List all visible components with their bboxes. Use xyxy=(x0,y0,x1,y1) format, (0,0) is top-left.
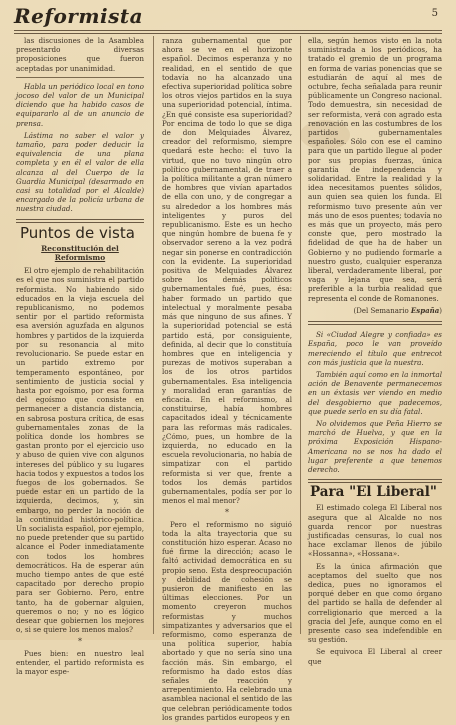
paragraph: ranza gubernamental que por ahora se ve en el horizonte español. Decimos esperanza y no realidad, en el sentido de que todavía no ha alcanzado una efectiva superioridad política sobre los otros viejos partidos en la suya una superioridad potencial, íntima. ¿En qué consiste esa superioridad? Por encima de todo lo que se diga de don Melquiades Álvarez, creador del reformismo, siempre quedará este hecho: el tuvo la virtud, que no tuvo ningún otro político gubernamental, de traer a la política militante a gran número de hombres que vivían apartados de ella con uno, y de congregar a su alrededor a los hombres más inteligentes y puros del republicanismo. Este es un hecho que ningún hombre de buena fe y observador sereno a la vez podrá negar sin ponerse en contradicción con la evidente. La superioridad positiva de Melquiades Álvarez sobre los demás políticos gubernamentales fué, pues, ésa: haber formado un partido que intelectual y moralmente pesaba más que ninguno de sus afines. Y la superioridad potencial se está partido está, por consiguiente, definida, al decir que lo constituía hombres que en inteligencia y purezas de motivos superaban a los de los otros partidos gubernamentales. Esa inteligencia y moralidad eran garantías de eficacia. En el reformismo, al constituirse, había hombres capacitados ideal y técnicamente para las reformas más radicales. ¿Cómo, pues, un hombre de la izquierda, no educado en la escuela revolucionaria, no había de simpatizar con el partido reformista si ver que, frente a todos los demás partidos gubernamentales, podía ser por lo menos el mal menor? xyxy=(162,36,292,506)
source-name: España xyxy=(410,305,440,315)
column-divider xyxy=(153,36,154,634)
paragraph: También aquí como en la inmortal ación de Benavente permanecemos en un éxtasis ver viendo en medio del desgobierno que padecemos, que puede serlo en su día fatal. xyxy=(308,369,442,416)
double-divider xyxy=(308,479,442,483)
column-3 xyxy=(308,36,442,669)
paragraph: Si «Ciudad Alegre y confiada» es España, poco le van proveído mereciendo el título que entrecot con más justicia que la nuestra. xyxy=(308,330,442,367)
column-1 xyxy=(16,36,144,679)
masthead-bar xyxy=(14,4,442,30)
divider xyxy=(16,77,144,78)
source-suffix: ) xyxy=(439,306,442,315)
paragraph: ella, según hemos visto en la nota suministrada a los periódicos, ha tratado el gremio de un programa en forma de varias ponencias que se estudiarán de aquí al mes de octubre, fecha señalada para reunir públicamente un Congreso nacional. Todo demuestra, sin necesidad de ser reformista, verá con agrado esta renovación en las costumbres de los partidos gubernamentales españoles. Sólo con ese el camino para que un partido llegue al poder por sus propias fuerzas, única garantía de independencia y solidaridad. Entre la realidad y la idea necesitamos puentes sólidos, aun quien sea quien los funda. El reformismo tuvo presente aún ver más uno de esos puentes; todavía no es más que un proyecto, más pero conste que, pero mostrado la fidelidad de que ha de haber un Gobierno y no pudiendo formarle a nuestro gusto, cualquier esperanza liberal, verdaderamente liberal, por vaga y lejana que sea, será preferible a la turbia realidad que representa el conde de Romanones. xyxy=(308,36,442,303)
article-subhead: Reconstitución del Reformismo xyxy=(41,243,119,263)
article-title: Para "El Liberal" xyxy=(310,484,437,501)
paragraph: Pero el reformismo no siguió toda la alta trayectoria que su constitución hizo esperar. Acaso no fué firme la dirección; acaso le faltó actividad democrática en su propio seno. Esta despreocupación y debilidad de cohesión se pusieron de manifiesto en las últimas elecciones. Por un momento creyeron muchos reformistas y muchos simpatizantes y adversarios que el reformismo, como esperanza de una política superior, había abortado y que no sería sino una facción más. Sin embargo, el reformismo ha dado estos días señales de reacción y arrepentimiento. Ha celebrado una asamblea nacional el sentido de las que celebran periódicamente todos los grandes partidos europeos y en xyxy=(162,519,292,722)
paragraph: Pues bien: en nuestro leal entender, el partido reformista es la mayor espe- xyxy=(16,648,144,676)
intro-block xyxy=(16,36,144,73)
section-title: Puntos de vista xyxy=(20,223,135,242)
double-divider xyxy=(16,219,144,223)
column-2 xyxy=(162,36,292,725)
paragraph: El otro ejemplo de rehabilitación es el que nos suministra el partido reformista. No habiendo sido educados en la vieja escuela del republicanismo, no podemos sentir por el partido reformista esa aversión aguzfada en algunos hombres y partidos de la izquierda por su resonancia al mito revolucionario. Se puede estar en un partido extremo por temperamento espontáneo, por sentimiento de justicia social y hasta por egoísmo, por esa forma del egoísmo que consiste en permanecer a distancia distancia, en sabrosa postura crítica, de esas gubernamentales zonas de la política donde los hombres se gastan pronto por el ejercicio uso y abuso de quien vive con algunos intereses del público y su lugares hacia todos y expuestos a todos los fuegos de los gobernados. Se puede estar en un partido de la izquierda, decimos, y, sin embargo, no perder la noción de la continuidad histórico-política. Un socialista español, por ejemplo, no puede pretender que su partido alcance el Poder inmediatamente con todos los hombres democráticos. Ha de esperar aún mucho tiempo antes de que esté capacitado por derecho propio para ser Gobierno. Pero, entre tanto, ha de gobernar alguien, queremos o no; y no es lógico desear que gobiernen los mejores o, si se quiere los menos malos? xyxy=(16,266,144,635)
top-rule xyxy=(14,30,442,34)
ornament: * xyxy=(78,637,82,647)
ornament: * xyxy=(225,508,229,518)
spain-notice xyxy=(308,330,442,474)
source-prefix: (Del Semanario xyxy=(353,306,411,315)
source-credit xyxy=(308,306,442,316)
municipal-notice xyxy=(16,82,144,214)
double-divider xyxy=(308,321,442,325)
paragraph: El estimado colega El Liberal nos asegura que al Alcalde no nos guarda rencor por nuestras justificadas censuras, lo cual nos hace exclamar llenos de júbilo «Hossanna», «Hossana». xyxy=(308,503,442,559)
paragraph: Lástima no saber el valor y tamaño, para poder deducir la equivalencia de una plana completa y en él el valor de ella alcanza al del Cuerpo de la Guardia Municipal (desarmado en casi su totalidad por el Alcalde) encargado de la policía urbana de nuestra ciudad. xyxy=(16,130,144,214)
column-divider xyxy=(300,36,301,634)
page-number: 5 xyxy=(431,8,438,19)
paragraph: Habla un periódico local en tono jocoso del valor de un Municipal diciendo que ha habido casos de equipararlo al de un anuncio de prensa. xyxy=(16,81,144,128)
paragraph: las discusiones de la Asamblea presentardo diversas proposiciones que fueron aceptadas por unanimidad. xyxy=(16,36,144,73)
paragraph: Es la única afirmación que aceptamos del suelto que nos dedica, pues no ignoramos el porqué deber en que como órgano del partido se halla de defender al correligionario que merced a la gracia del Jefe, aunque como en el presente caso sea indefendible en su gestión. xyxy=(308,561,442,645)
paragraph: No olvidemos que Peña Hierro se marchó de Huelva, y que en la próxima Exposición Hispano-Americana no se nos ha dado el lugar preferente a que tenemos derecho. xyxy=(308,418,442,474)
masthead-title: Reformista xyxy=(14,4,144,28)
paragraph: Se equivoca El Liberal al creer que xyxy=(308,647,442,666)
